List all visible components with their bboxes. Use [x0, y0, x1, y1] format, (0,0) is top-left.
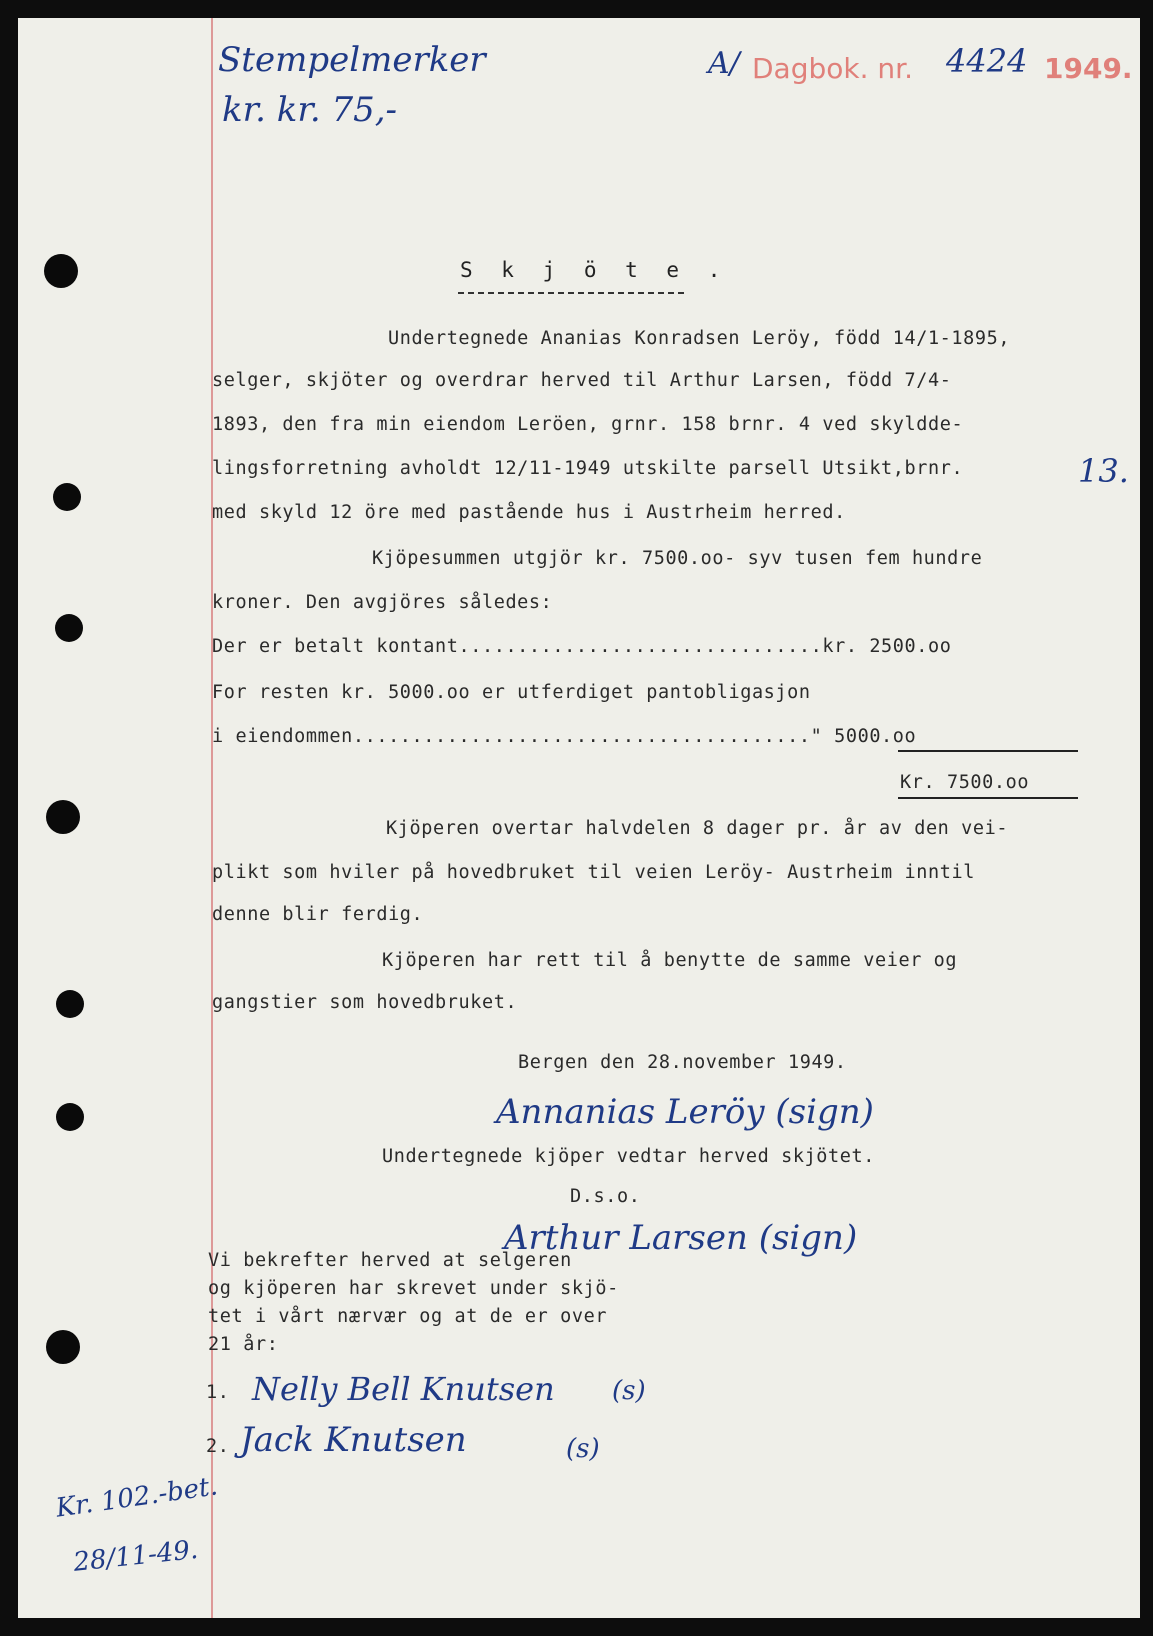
- payment-line-1: Der er betalt kontant...............................kr. 2500.oo: [212, 636, 952, 657]
- total-underline: [898, 797, 1078, 799]
- punch-hole: [53, 483, 81, 511]
- witness-1-number: 1.: [206, 1382, 230, 1403]
- dso-text: D.s.o.: [570, 1186, 641, 1207]
- margin-line: [211, 18, 213, 1618]
- bottom-note-line-2: 28/11-49.: [72, 1534, 200, 1578]
- witness-statement-line-2: og kjöperen har skrevet under skjö-: [208, 1278, 619, 1299]
- punch-hole: [56, 990, 84, 1018]
- document-title: S k j ö t e .: [460, 258, 729, 282]
- paragraph-2-line-1: Kjöpesummen utgjör kr. 7500.oo- syv tusen fem hundre: [372, 548, 983, 569]
- witness-statement-line-1: Vi bekrefter herved at selgeren: [208, 1250, 572, 1271]
- witness-1-mark: (s): [612, 1376, 646, 1406]
- title-underline: [458, 292, 684, 294]
- payment-line-3: i eiendommen......................................." 5000.oo: [212, 726, 917, 747]
- paragraph-3-line-2: plikt som hviler på hovedbruket til veien Leröy- Austrheim inntil: [212, 862, 975, 883]
- paragraph-1-line-2: selger, skjöter og overdrar herved til Arthur Larsen, född 7/4-: [212, 370, 952, 391]
- paragraph-4-line-1: Kjöperen har rett til å benytte de samme veier og: [382, 950, 958, 971]
- witness-statement-line-4: 21 år:: [208, 1334, 279, 1355]
- paragraph-2-line-2: kroner. Den avgjöres således:: [212, 592, 553, 613]
- payment-line-2: For resten kr. 5000.oo er utferdiget pantobligasjon: [212, 682, 811, 703]
- punch-hole: [46, 800, 80, 834]
- stamp-label: Dagbok. nr.: [752, 52, 913, 85]
- margin-note-line-1: Stempelmerker: [218, 40, 486, 80]
- paragraph-1-line-5: med skyld 12 öre med pastående hus i Austrheim herred.: [212, 502, 846, 523]
- paragraph-3-line-3: denne blir ferdig.: [212, 904, 424, 925]
- punch-hole: [55, 614, 83, 642]
- punch-hole: [44, 254, 78, 288]
- paragraph-3-line-1: Kjöperen overtar halvdelen 8 dager pr. år av den vei-: [386, 818, 1009, 839]
- witness-2-signature: Jack Knutsen: [240, 1420, 467, 1460]
- stamp-number: 4424: [946, 42, 1028, 80]
- buyer-acceptance: Undertegnede kjöper vedtar herved skjötet.: [382, 1146, 875, 1167]
- paragraph-4-line-2: gangstier som hovedbruket.: [212, 992, 518, 1013]
- buyer-signature: Arthur Larsen (sign): [504, 1218, 858, 1258]
- subtotal-underline: [898, 750, 1078, 752]
- witness-1-signature: Nelly Bell Knutsen: [252, 1370, 555, 1408]
- margin-note-line-2: kr. kr. 75,-: [222, 90, 398, 130]
- payment-total: Kr. 7500.oo: [900, 772, 1030, 793]
- paragraph-1-line-4: lingsforretning avholdt 12/11-1949 utskilte parsell Utsikt,brnr.: [212, 458, 964, 479]
- witness-statement-line-3: tet i vårt nærvær og at de er over: [208, 1306, 608, 1327]
- brnr-handwritten: 13.: [1078, 452, 1129, 490]
- paragraph-1-line-1: Undertegnede Ananias Konradsen Leröy, född 14/1-1895,: [388, 328, 1011, 349]
- stamp-year: 1949.: [1044, 52, 1133, 85]
- witness-2-mark: (s): [566, 1434, 600, 1464]
- place-date: Bergen den 28.november 1949.: [518, 1052, 847, 1073]
- witness-2-number: 2.: [206, 1436, 230, 1457]
- bottom-note-line-1: Kr. 102.-bet.: [54, 1471, 220, 1524]
- punch-hole: [46, 1330, 80, 1364]
- punch-hole: [56, 1103, 84, 1131]
- seller-signature: Annanias Leröy (sign): [496, 1092, 874, 1132]
- stamp-prefix: A/: [708, 46, 740, 81]
- paragraph-1-line-3: 1893, den fra min eiendom Leröen, grnr. 158 brnr. 4 ved skyldde-: [212, 414, 964, 435]
